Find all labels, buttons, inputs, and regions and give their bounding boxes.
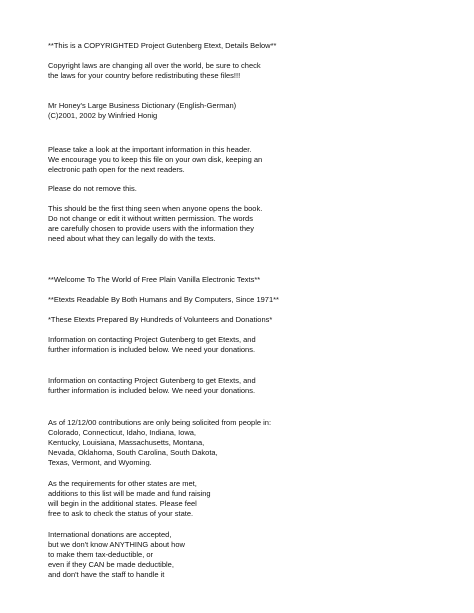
text-line: further information is included below. We need your donations. [48,386,256,395]
text-line: Information on contacting Project Gutenberg to get Etexts, and [48,376,256,385]
text-line: Copyright laws are changing all over the world, be sure to check [48,61,261,70]
text-line: Kentucky, Louisiana, Massachusetts, Montana, [48,438,205,447]
text-line: free to ask to check the status of your state. [48,509,194,518]
text-line: *These Etexts Prepared By Hundreds of Volunteers and Donations* [48,315,273,324]
text-line: electronic path open for the next readers. [48,165,185,174]
header-line: **This is a COPYRIGHTED Project Gutenberg Etext, Details Below** [48,41,277,50]
text-line: **Etexts Readable By Both Humans and By Computers, Since 1971** [48,295,279,304]
text-line: Colorado, Connecticut, Idaho, Indiana, Iowa, [48,428,197,437]
text-line: need about what they can legally do with the texts. [48,234,216,243]
text-line: Please take a look at the important information in this header. [48,145,252,154]
text-line: additions to this list will be made and fund raising [48,489,211,498]
text-line: and don't have the staff to handle it [48,570,165,579]
text-line: even if they CAN be made deductible, [48,560,174,569]
text-line: Do not change or edit it without written permission. The words [48,214,253,223]
text-line: to make them tax-deductible, or [48,550,154,559]
text-line: are carefully chosen to provide users with the information they [48,224,254,233]
text-line: but we don't know ANYTHING about how [48,540,185,549]
title-line: Mr Honey's Large Business Dictionary (English-German) [48,101,237,110]
text-line: Please do not remove this. [48,184,137,193]
text-line: As of 12/12/00 contributions are only being solicited from people in: [48,418,272,427]
text-line: Information on contacting Project Gutenberg to get Etexts, and [48,335,256,344]
text-line: International donations are accepted, [48,530,172,539]
text-line: further information is included below. We need your donations. [48,345,256,354]
text-line: Nevada, Oklahoma, South Carolina, South Dakota, [48,448,218,457]
text-line: Texas, Vermont, and Wyoming. [48,458,152,467]
text-line: the laws for your country before redistributing these files!!! [48,71,241,80]
text-line: This should be the first thing seen when anyone opens the book. [48,204,263,213]
text-line: will begin in the additional states. Please feel [48,499,197,508]
text-line: We encourage you to keep this file on your own disk, keeping an [48,155,263,164]
text-line: As the requirements for other states are met, [48,479,197,488]
text-line: **Welcome To The World of Free Plain Vanilla Electronic Texts** [48,275,261,284]
copyright-line: (C)2001, 2002 by Winfried Honig [48,111,158,120]
